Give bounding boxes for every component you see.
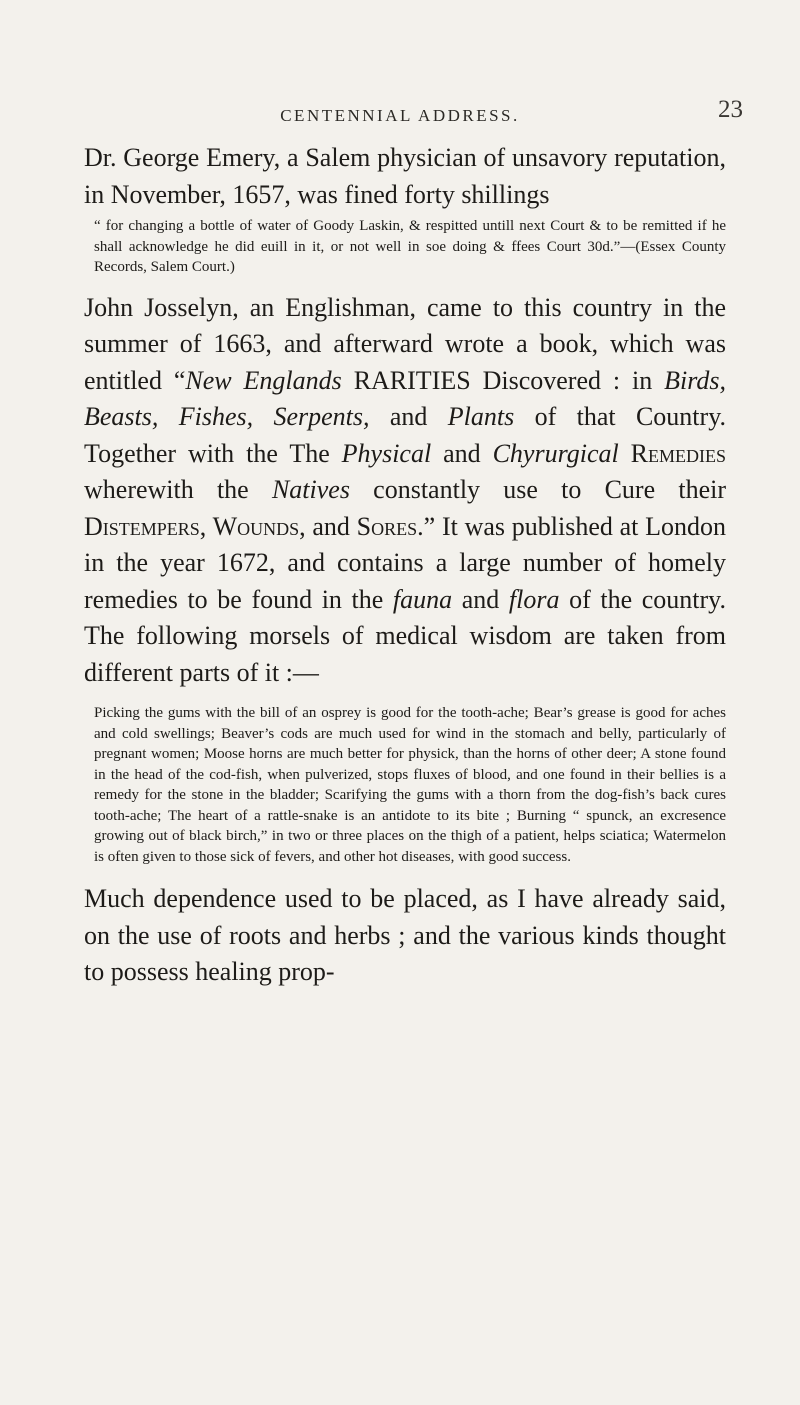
- running-head-title: CENTENNIAL ADDRESS.: [280, 106, 520, 125]
- quote-essex-records: “ for changing a bottle of water of Goody Laskin, & respitted untill next Court & to be remitted if he shall acknowledge he did euill in it, or not well in soe doing & ffees Court 30d.”—(Essex County Records, Salem Court.): [94, 218, 726, 275]
- title-rarities: RARITIES Discovered : in: [353, 365, 665, 395]
- paragraph-josselyn: John Josselyn, an Englishman, came to this country in the summer of 1663, and afterward wrote a book, which was entitled “New Englands RARITIES Discovered : in Birds, Beasts, Fishes, Serpents, and Plants of that Country. Together with the The Physical and Chyrurgical Remedies wherewith the Natives constantly use to Cure their Distempers, Wounds, and Sores.” It was published at London in the year 1672, and contains a large number of homely remedies to be found in the fauna and flora of the country. The following morsels of medical wisdom are taken from different parts of it :—: [84, 292, 727, 687]
- running-head: [0, 0, 800, 150]
- paragraph-emery: Dr. George Emery, a Salem physician of unsavory reputation, in November, 1657, was fined forty shillings: [84, 143, 726, 209]
- title-distempers: Distempers, Wounds,: [84, 511, 306, 541]
- body-text: [84, 140, 726, 991]
- title-new-englands: New Englands: [185, 365, 342, 395]
- title-chyrurgical: Chyrurgical: [492, 438, 619, 468]
- title-creatures: Birds, Beasts, Fishes, Serpents,: [84, 365, 727, 431]
- word-fauna: fauna: [392, 584, 453, 614]
- title-natives: Natives: [271, 475, 350, 504]
- title-plants: Plants: [447, 402, 515, 431]
- title-remedies: Remedies: [618, 438, 726, 468]
- josselyn-lead: John Josselyn, an Englishman, came to this country in the summer of 1663, and afterward wrote a book, which was entitled “: [84, 292, 726, 395]
- page-number: 23: [718, 96, 743, 123]
- word-flora: flora: [508, 584, 560, 614]
- title-physical: Physical: [341, 438, 432, 468]
- paragraph-dependence: Much dependence used to be placed, as I have already said, on the use of roots and herbs ; and the various kinds thought to possess healing prop-: [84, 884, 726, 986]
- title-sores: Sores.: [356, 511, 424, 541]
- remedies-list: Picking the gums with the bill of an osprey is good for the tooth-ache; Bear’s grease is good for aches and cold swellings; Beaver’s cods are much used for wind in the stomach and belly, particularly of pregnant women; Moose horns are much better for physick, than the horns of other deer; A stone found in the head of the cod-fish, when pulverized, stops fluxes of blood, and one found in their bellies is a remedy for the stone in the bladder; Scarifying the gums with a thorn from the dog-fish’s back cures tooth-ache; The heart of a rattle-snake is an antidote to its bite ; Burning “ spunck, an excresence growing out of black birch,” in two or three places on the thigh of a patient, helps sciatica; Watermelon is often given to those sick of fevers, and other hot diseases, with good success.: [94, 705, 726, 865]
